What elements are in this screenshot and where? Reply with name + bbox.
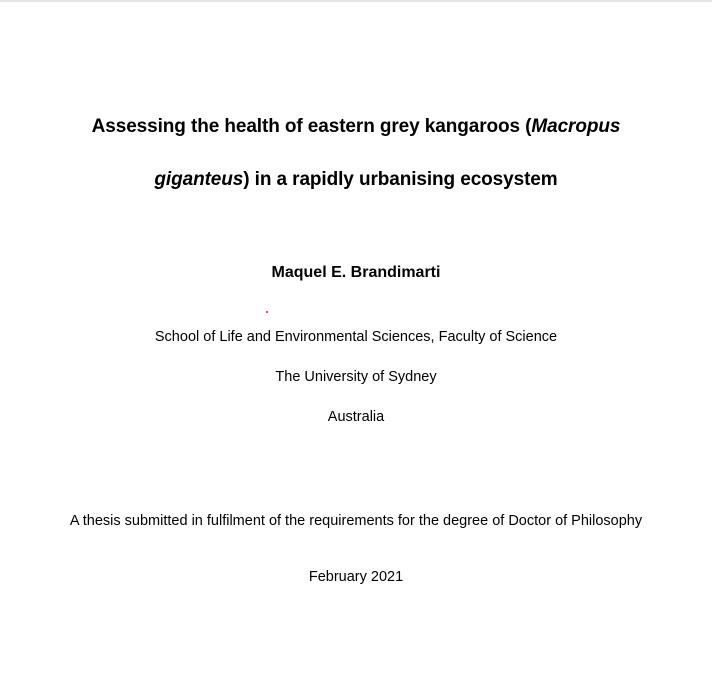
title-line1-italic: Macropus: [531, 116, 621, 137]
thesis-title-line-2: [0, 169, 712, 191]
title-line2-suffix: ) in a rapidly urbanising ecosystem: [243, 169, 558, 190]
red-marker-dot: [266, 311, 268, 313]
affiliation-university: The University of Sydney: [275, 369, 437, 385]
submission-date: February 2021: [308, 569, 404, 585]
author-name: Maquel E. Brandimarti: [271, 264, 441, 281]
affiliation-school: School of Life and Environmental Sciences, Faculty of Science: [154, 329, 558, 345]
page-top-edge: [0, 0, 712, 2]
thesis-statement: A thesis submitted in fulfilment of the requirements for the degree of Doctor of Philosophy: [69, 513, 643, 529]
title-line1-prefix: Assessing the health of eastern grey kangaroos (: [91, 116, 532, 137]
title-line2-italic: giganteus: [154, 169, 244, 190]
affiliation-country: Australia: [327, 409, 385, 425]
thesis-title-line-1: [0, 116, 712, 138]
